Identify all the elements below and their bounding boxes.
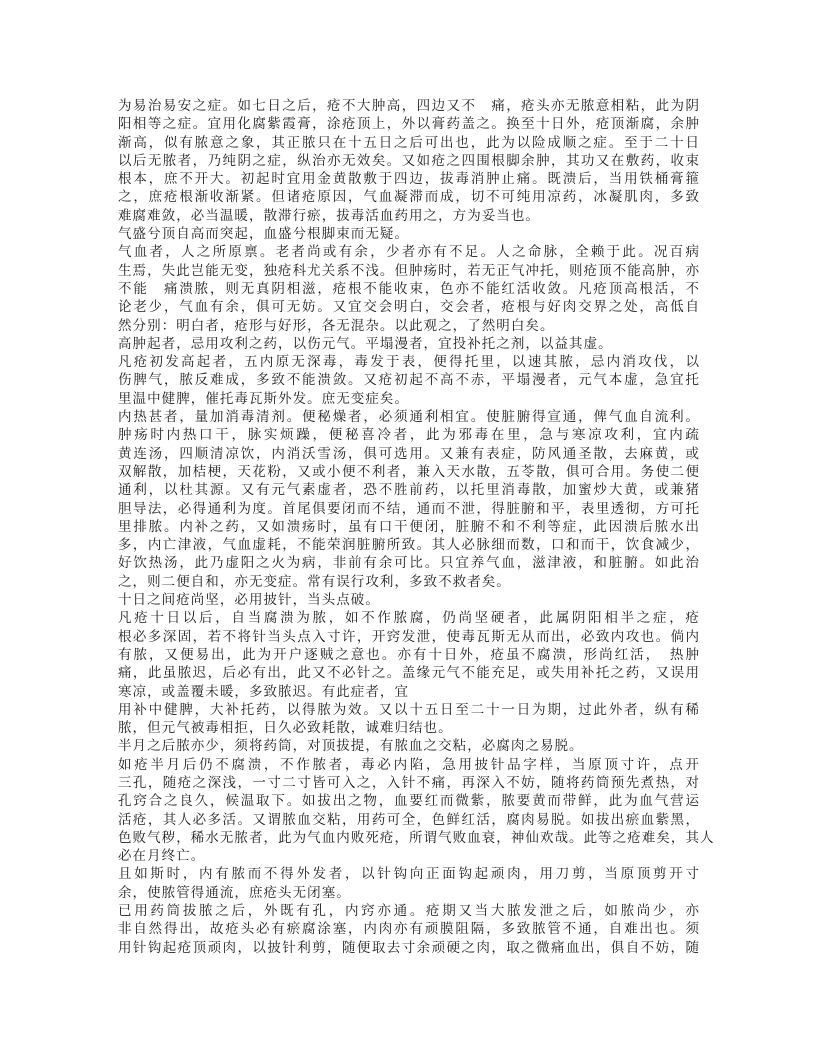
text-block [118,97,715,957]
text-line: 论老少，气血有余，俱可无妨。又宜交会明白，交会者，疮根与好肉交界之处，高低自 [118,299,700,316]
text-line: 肿疡时内热口干，脉实烦躁，便秘喜冷者，此为邪毒在里，急与寒凉攻利，宜内疏 [118,427,700,444]
text-line: 然分别：明白者，疮形与好形，各无混杂。以此观之，了然明白矣。 [118,317,555,334]
text-line: 如疮半月后仍不腐溃，不作脓者，毒必内陷，急用披针品字样，当原顶寸许，点开 [118,756,700,773]
text-line: 必在月终亡。 [118,848,206,865]
text-line: 胆导法，必得通利为度。首尾俱要闭而不结，通而不泄，得脏腑和平，表里透彻，方可托 [118,500,700,517]
text-line: 用针钩起疮顶顽肉，以披针利剪，随便取去寸余顽硬之肉，取之微痛血出，俱自不妨，随 [118,939,700,956]
text-line: 活疮，其人必多活。又谓脓血交粘，用药可全，色鲜红活，腐肉易脱。如拔出瘀血紫黑， [118,811,700,828]
text-line: 以后无脓者，乃纯阴之症，纵治亦无效矣。又如疮之四围根脚余肿，其功又在敷药，收束 [118,152,700,169]
text-line: 凡疮初发高起者，五内原无深毒，毒发于表，便得托里，以速其脓，忌内消攻伐，以 [118,354,700,371]
text-line: 难腐难敛，必当温暖，散滞行瘀，拔毒活血药用之，方为妥当也。 [118,207,540,224]
text-line: 三孔，随疮之深浅，一寸二寸皆可入之，入针不痛，再深入不妨，随将药筒预先煮热，对 [118,774,700,791]
text-line: 根本，庶不开大。初起时宜用金黄散敷于四边，拔毒消肿止痛。既溃后，当用铁桶膏箍 [118,171,700,188]
text-line: 色败气秽，稀水无脓者，此为气血内败死疮，所谓气败血衰，神仙欢哉。此等之疮难矣，其人 [118,829,715,846]
text-line: 脓，但元气被毒相拒，日久必致耗散，诚难归结也。 [118,720,453,737]
text-line: 已用药筒拔脓之后，外既有孔，内窍亦通。疮期又当大脓发泄之后，如脓尚少，亦 [118,903,700,920]
text-line: 好饮热汤，此乃虚阳之火为病，非前有余可比。只宜养气血，滋津液，和脏腑。如此治 [118,555,700,572]
text-line: 双解散，加桔梗，天花粉，又或小便不利者，兼入天水散，五苓散，俱可合用。务使二便 [118,463,700,480]
text-line: 凡疮十日以后，自当腐溃为脓，如不作脓腐，仍尚坚硬者，此属阴阳相半之症，疮 [118,610,700,627]
text-line: 为易治易安之症。如七日之后，疮不大肿高，四边又不 痛，疮头亦无脓意相粘，此为阴 [118,98,700,114]
text-line: 伤脾气，脓反难成，多致不能溃敛。又疮初起不高不赤，平塌漫者，元气本虚，急宜托 [118,372,700,389]
text-line: 之，庶疮根渐收渐紧。但诸疮原因，气血凝滞而成，切不可纯用凉药，冰凝肌肉，多致 [118,189,700,206]
text-line: 孔窍合之良久，候温取下。如拔出之物，血要红而微紫，脓要黄而带鲜，此为血气营运 [118,793,700,810]
text-line: 多，内亡津液，气血虚耗，不能荣润脏腑所致。其人必脉细而数，口和而干，饮食减少， [118,537,700,554]
text-line: 用补中健脾，大补托药，以得脓为效。又以十五日至二十一日为期，过此外者，纵有稀 [118,701,700,718]
text-line: 十日之间疮尚坚，必用披针，当头点破。 [118,592,380,609]
text-line: 里排脓。内补之药，又如溃疡时，虽有口干便闭，脏腑不和不利等症，此因溃后脓水出 [118,518,700,535]
text-line: 有脓，又便易出，此为开户逐贼之意也。亦有十日外，疮虽不腐溃，形尚红活， 热肿 [118,646,700,663]
text-line: 黄连汤，四顺清凉饮，内消沃雪汤，俱可选用。又兼有表症，防风通圣散，去麻黄，或 [118,445,700,462]
text-line: 不能 痛溃脓，则无真阴相滋，疮根不能收束，色亦不能红活收敛。凡疮顶高根活，不 [118,280,700,297]
text-line: 半月之后脓亦少，须将药筒，对顶拔提，有脓血之交粘，必腐肉之易脱。 [118,738,584,755]
text-line: 且如斯时，内有脓而不得外发者，以针钩向正面钩起顽肉，用刀剪，当原顶剪开寸 [118,866,700,883]
text-line: 气血者，人之所原禀。老者尚或有余，少者亦有不足。人之命脉，全赖于此。况百病 [118,244,700,261]
text-line: 内热甚者，量加消毒清剂。便秘燥者，必须通利相宜。使脏腑得宣通，俾气血自流利。 [118,409,700,426]
text-line: 之，则二便自和，亦无变症。常有误行攻利，多致不救者矣。 [118,573,511,590]
text-line: 痛，此虽脓迟，后必有出，此又不必针之。盖缘元气不能充足，或失用补托之药，又误用 [118,665,700,682]
text-line: 阳相等之症。宜用化腐紫霞膏，涂疮顶上，外以膏药盖之。换至十日外，疮顶渐腐，余肿 [118,116,700,133]
text-line: 生焉，失此岂能无变，独疮科尤关系不浅。但肿疡时，若无正气冲托，则疮顶不能高肿，亦 [118,262,700,279]
text-line: 渐高，似有脓意之象，其正脓只在十五日之后可出也，此为以险成顺之症。至于二十日 [118,134,700,151]
text-line: 高肿起者，忌用攻利之药，以伤元气。平塌漫者，宜投补托之剂，以益其虚。 [118,335,613,352]
text-line: 通利，以杜其源。又有元气素虚者，恐不胜前药，以托里消毒散，加蜜炒大黄，或兼猪 [118,482,700,499]
text-line: 里温中健脾，催托毒瓦斯外发。庶无变症矣。 [118,390,409,407]
text-line: 余，使脓管得通流，庶疮头无闭塞。 [118,884,351,901]
text-line: 寒凉，或盖覆未暖，多致脓迟。有此症者，宜 [118,683,409,700]
text-line: 根必多深固，若不将针当头点入寸许，开窍发泄，使毒瓦斯无从而出，必致内攻也。倘内 [118,628,700,645]
text-line: 非自然得出，故疮头必有瘀腐涂塞，内肉亦有顽膜阻隔，多致脓管不通，自难出也。须 [118,921,700,938]
text-line: 气盛兮顶自高而突起，血盛兮根脚束而无疑。 [118,226,409,243]
